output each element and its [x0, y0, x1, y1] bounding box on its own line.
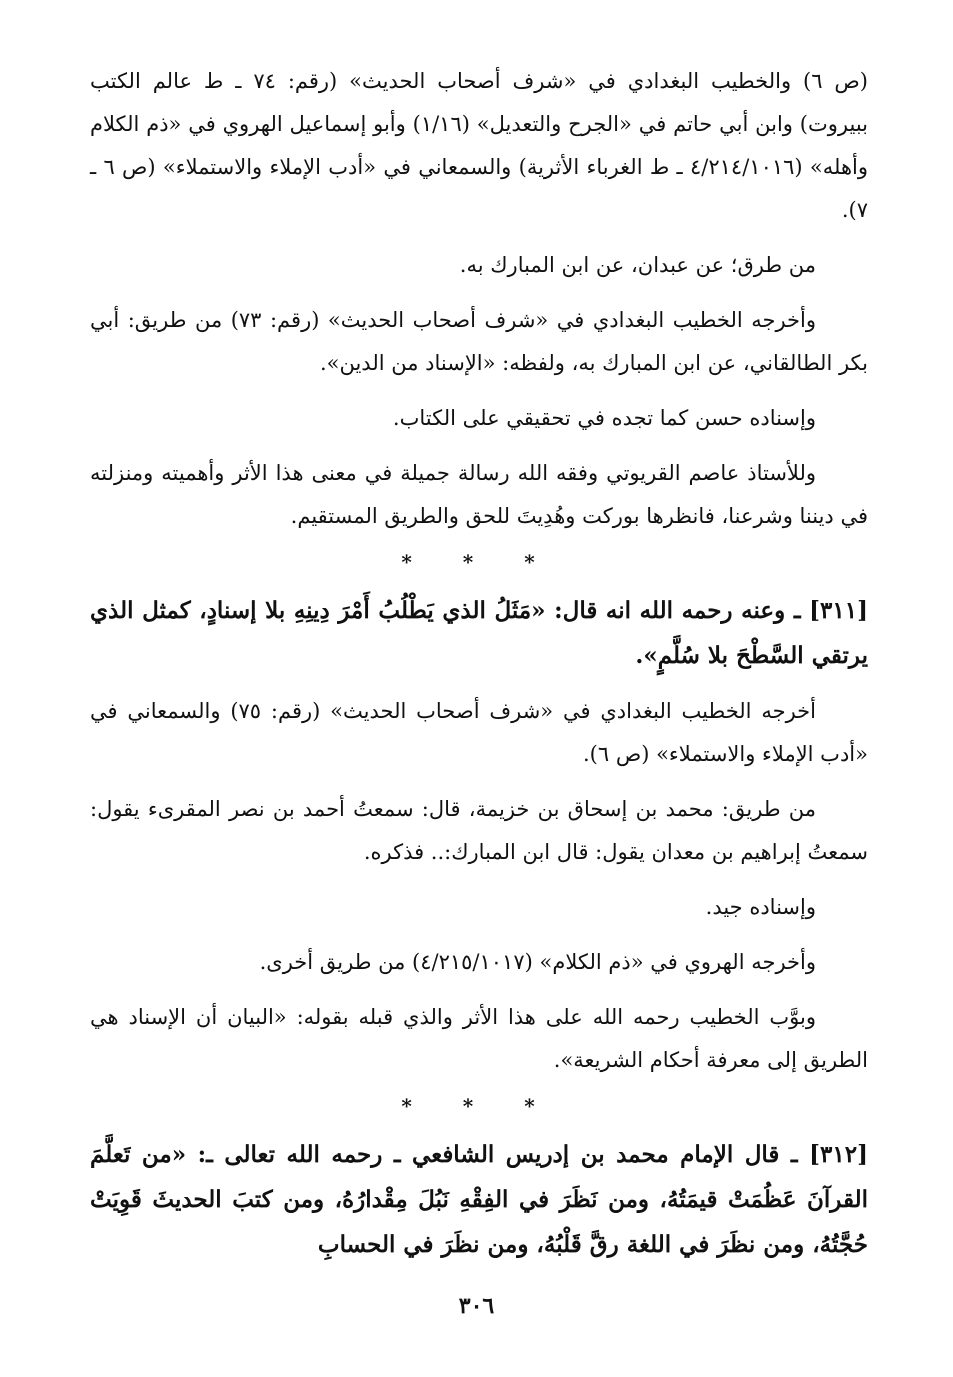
athar-312-heading: [٣١٢] ـ قال الإمام محمد بن إدريس الشافعي ـ رحمه الله تعالى ـ: «من تَعلَّمَ القرآنَ عَظُمَتْ قيمَتُهُ، ومن نَظَرَ في الفِقْهِ نَبُلَ مِقْدارُهُ، ومن كتبَ الحديثَ قَوِيَتْ حُجَّتُهُ، ومن نظَرَ في اللغة رقَّ قَلْبُهُ، ومن نظَرَ في الحسابِ	[90, 1141, 868, 1258]
paragraph-311-isnad: وإسناده جيد.	[705, 895, 816, 919]
paragraph-311-takhrij: أخرجه الخطيب البغدادي في «شرف أصحاب الحديث» (رقم: ٧٥) والسمعاني في «أدب الإملاء والاستملاء» (ص ٦).	[90, 699, 868, 766]
section-separator-1: * * *	[401, 550, 557, 574]
section-separator-2: * * *	[401, 1094, 557, 1118]
paragraph-routes: من طرق؛ عن عبدان، عن ابن المبارك به.	[459, 253, 816, 277]
page-body	[90, 60, 868, 1279]
paragraph-311-harawi: وأخرجه الهروي في «ذم الكلام» (٤/٢١٥/١٠١٧) من طريق أخرى.	[259, 950, 816, 974]
paragraph-qaryuti: وللأستاذ عاصم القريوتي وفقه الله رسالة جميلة في معنى هذا الأثر وأهميته ومنزلته في ديننا وشرعنا، فانظرها بوركت وهُدِيتَ للحق والطريق المستقيم.	[90, 461, 868, 528]
paragraph-khatib-73: وأخرجه الخطيب البغدادي في «شرف أصحاب الحديث» (رقم: ٧٣) من طريق: أبي بكر الطالقاني، عن ابن المبارك به، ولفظه: «الإسناد من الدين».	[90, 308, 868, 375]
page-number: ٣٠٦	[458, 1293, 495, 1319]
paragraph-311-tabwib: وبوَّب الخطيب رحمه الله على هذا الأثر والذي قبله بقوله: «البيان أن الإسناد هي الطريق إلى معرفة أحكام الشريعة».	[90, 1005, 868, 1072]
paragraph-isnad-hasan: وإسناده حسن كما تجده في تحقيقي على الكتاب.	[392, 406, 816, 430]
paragraph-citation-1: (ص ٦) والخطيب البغدادي في «شرف أصحاب الحديث» (رقم: ٧٤ ـ ط عالم الكتب ببيروت) وابن أبي حاتم في «الجرح والتعديل» (١/١٦) وأبو إسماعيل الهروي في «ذم الكلام وأهله» (٤/٢١٤/١٠١٦ ـ ط الغرباء الأثرية) والسمعاني في «أدب الإملاء والاستملاء» (ص ٦ ـ ٧).	[90, 69, 869, 222]
paragraph-311-route: من طريق: محمد بن إسحاق بن خزيمة، قال: سمعتُ أحمد بن نصر المقرىء يقول: سمعتُ إبراهيم بن معدان يقول: قال ابن المبارك:.. فذكره.	[90, 797, 868, 864]
athar-311-heading: [٣١١] ـ وعنه رحمه الله انه قال: «مَثَلُ الذي يَطْلُبُ أَمْرَ دِينِهِ بلا إسنادٍ، كمثل الذي يرتقي السَّطْحَ بلا سُلَّمٍ».	[90, 597, 868, 669]
